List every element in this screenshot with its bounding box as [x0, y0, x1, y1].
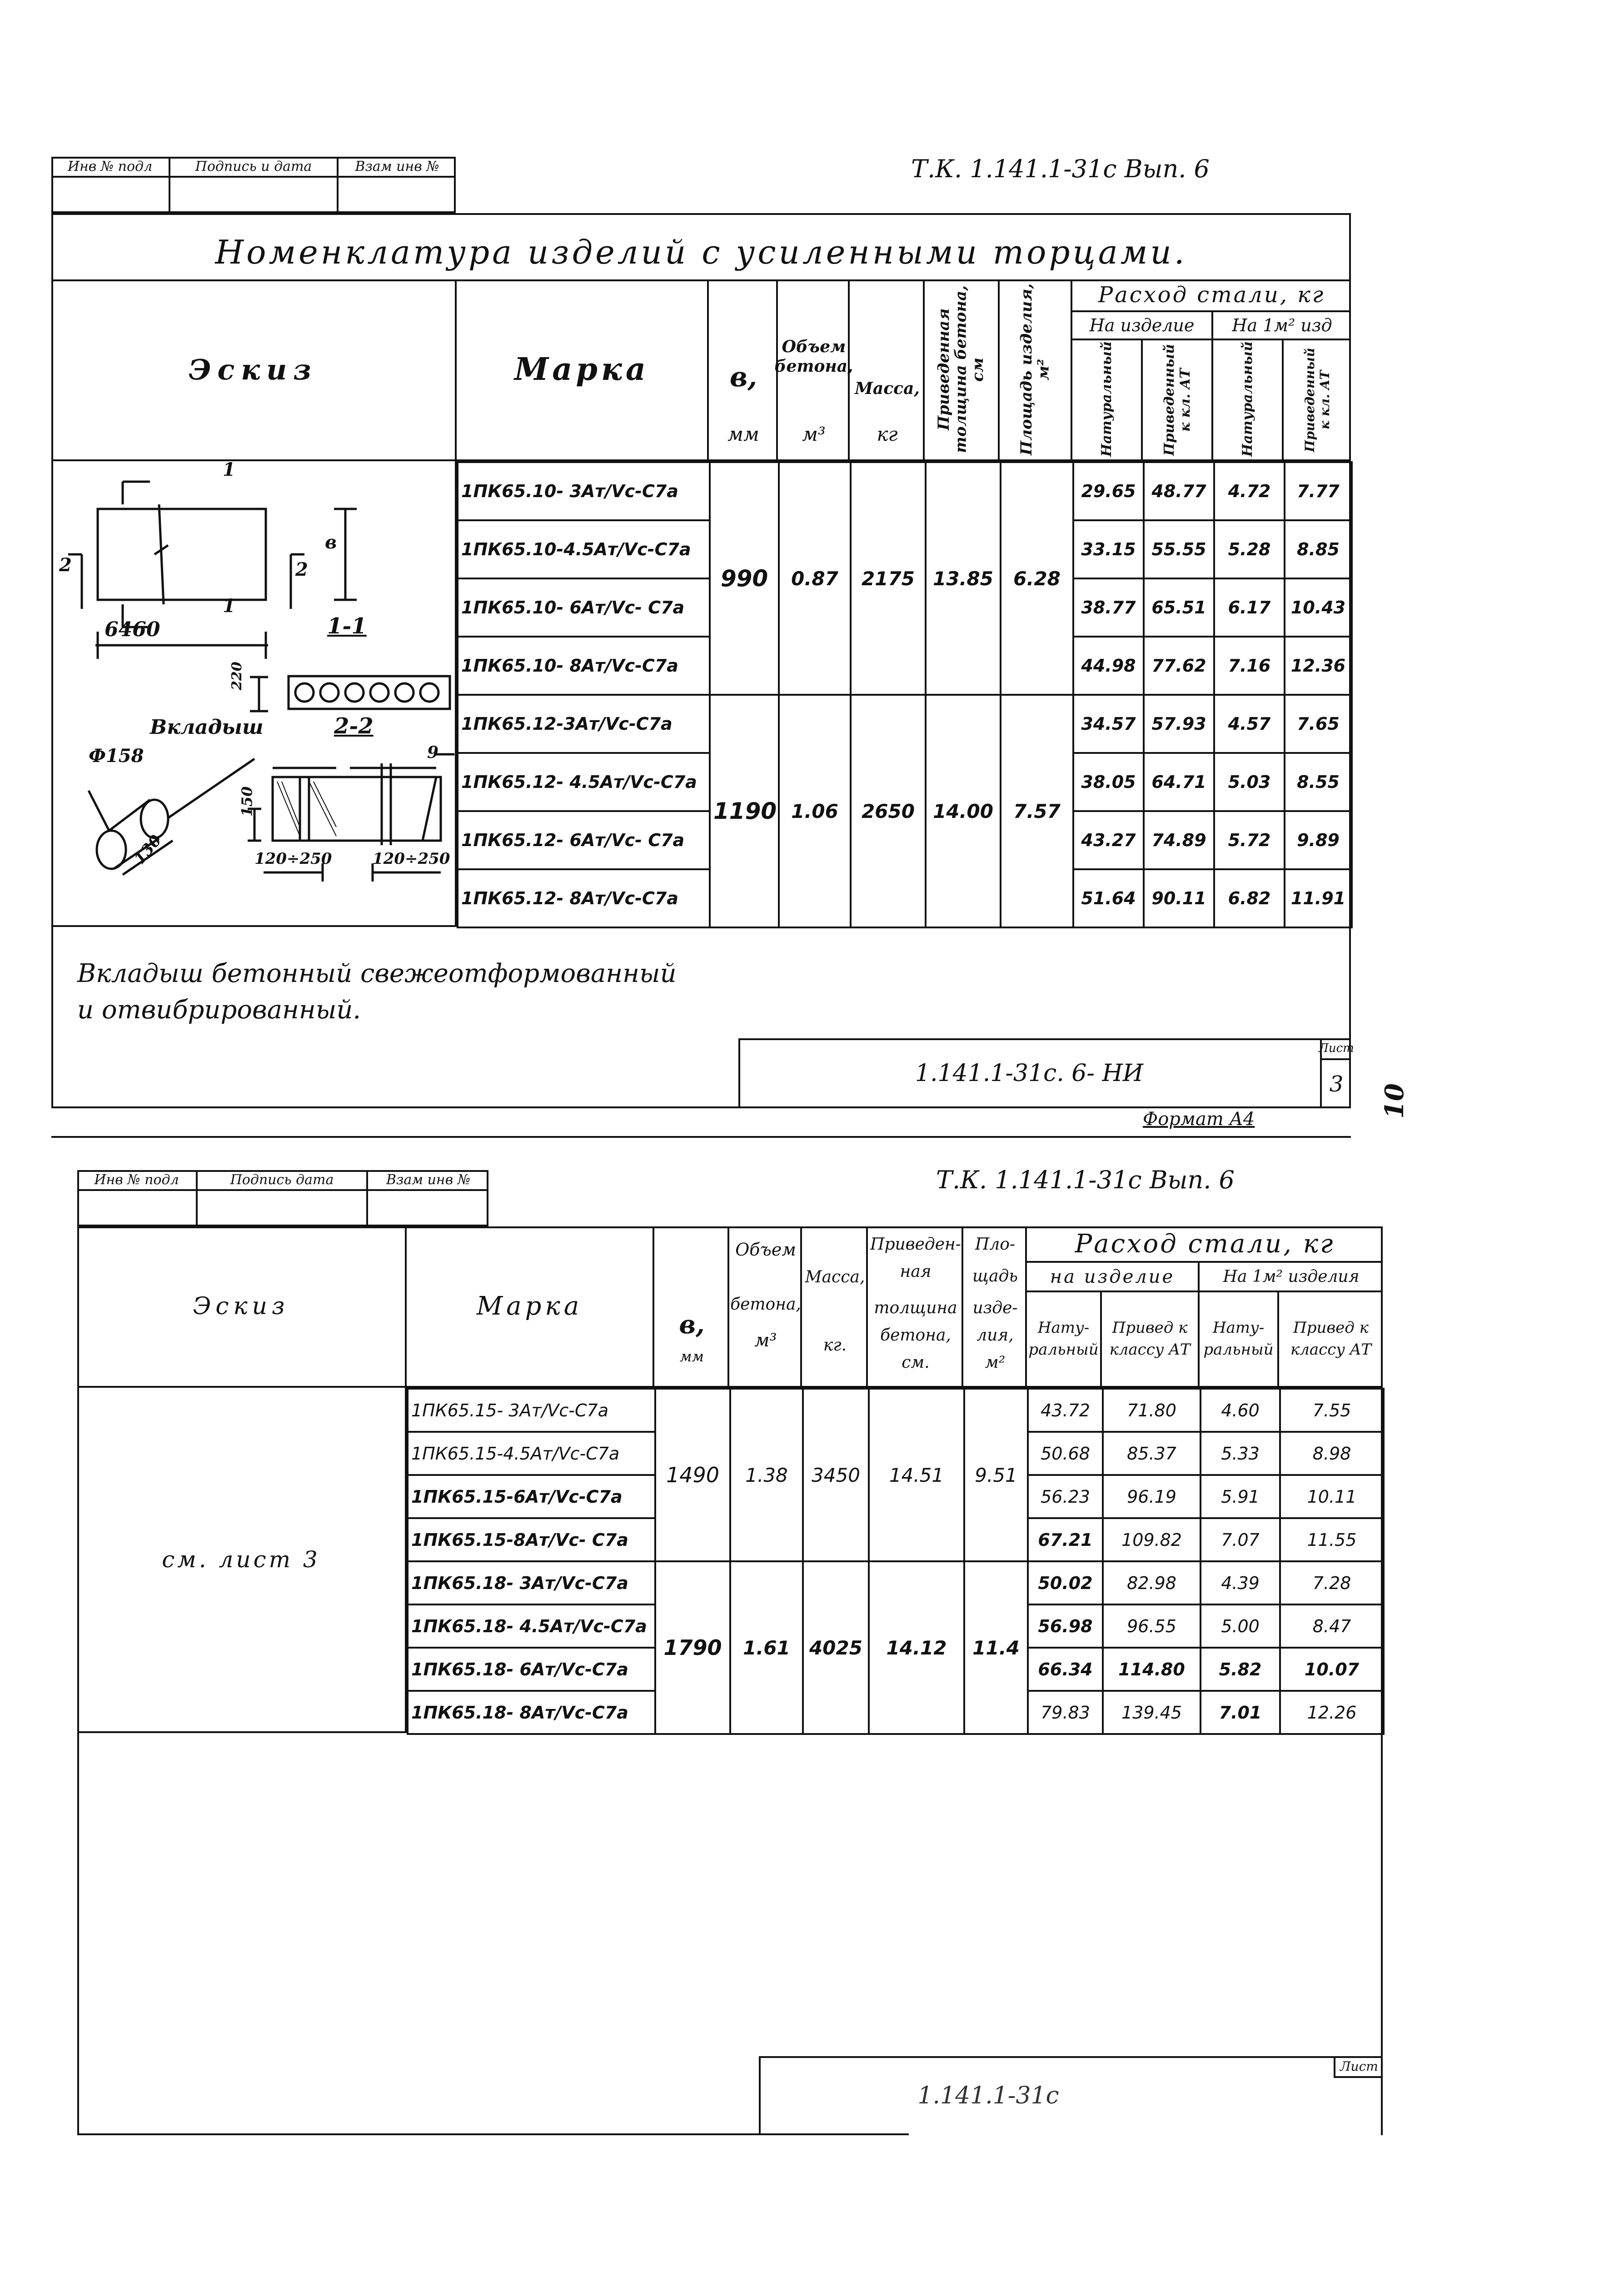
data-table-1: [457, 461, 1353, 928]
table-row: [408, 1561, 1384, 1604]
mark-cell: 1ПК65.15-8Ат/Vс- С7а: [408, 1518, 655, 1561]
r1-cell: 96.55: [1103, 1604, 1201, 1648]
cut-line: [51, 1136, 1351, 1138]
n1-cell: 66.34: [1028, 1648, 1103, 1691]
col-b-label-1: в,: [729, 361, 757, 393]
n2-cell: 4.72: [1214, 462, 1285, 520]
col-sketch-1: Эскиз: [51, 279, 457, 461]
col-mass-label-1: Масса,: [855, 379, 920, 398]
n1-cell: 44.98: [1073, 637, 1144, 695]
r1-cell: 71.80: [1103, 1389, 1201, 1432]
r1-cell: 55.55: [1144, 520, 1214, 578]
n2-cell: 5.33: [1201, 1432, 1280, 1475]
stamp-inv: Инв № подл: [51, 157, 170, 178]
n2-cell: 5.28: [1214, 520, 1285, 578]
stamp-repl: Взам инв №: [339, 157, 456, 178]
stamp-divider: [170, 178, 339, 213]
mark-cell: 1ПК65.18- 6Ат/Vс-С7а: [408, 1648, 655, 1691]
n2-cell: 7.07: [1201, 1518, 1280, 1561]
r1-cell: 90.11: [1144, 869, 1214, 927]
b-cell: 1190: [710, 695, 779, 927]
area-cell: 9.51: [964, 1389, 1028, 1561]
r1-cell: 48.77: [1144, 462, 1214, 520]
col-area-l5: м²: [985, 1353, 1006, 1372]
r2-cell: 8.55: [1285, 753, 1352, 811]
b-cell: 990: [710, 462, 779, 695]
r2-cell: 7.55: [1280, 1389, 1384, 1432]
n1-cell: 50.68: [1028, 1432, 1103, 1475]
r2-cell: 8.98: [1280, 1432, 1384, 1475]
n1-cell: 56.23: [1028, 1475, 1103, 1518]
col-natural2-label-1: Натуральный: [1240, 341, 1255, 457]
col-mass-label-2: Масса,: [805, 1267, 865, 1286]
r2-cell: 7.65: [1285, 695, 1352, 753]
n1-cell: 79.83: [1028, 1691, 1103, 1734]
col-area-l2: щадь: [972, 1266, 1018, 1285]
note-line-2: и отвибрированный.: [77, 995, 361, 1025]
col-area-l3: изде-: [972, 1298, 1018, 1317]
header-code-1: Т.К. 1.141.1-31с Вып. 6: [911, 154, 1210, 183]
n2-cell: 5.00: [1201, 1604, 1280, 1648]
sketch-ref-2: см. лист 3: [77, 1388, 407, 1733]
n1-cell: 43.27: [1073, 811, 1144, 869]
col-thickness-1: [925, 279, 1000, 461]
col-per-m2-1: На 1м² изд: [1213, 312, 1351, 340]
area-cell: 11.4: [964, 1561, 1028, 1734]
area-cell: 7.57: [1001, 695, 1073, 927]
r2-cell: 7.28: [1280, 1561, 1384, 1604]
r2-cell: 11.91: [1285, 869, 1352, 927]
thickness-cell: 14.51: [869, 1389, 964, 1561]
sketch-1a: 1: [223, 459, 235, 480]
col-area-l1: Пло-: [975, 1235, 1016, 1254]
r2-cell: 10.07: [1280, 1648, 1384, 1691]
sketch-2a: 2: [59, 554, 72, 576]
n2-cell: 5.82: [1201, 1648, 1280, 1691]
n2-cell: 6.17: [1214, 578, 1285, 637]
sketch-length: 6460: [105, 618, 160, 641]
doc-code-1: 1.141.1-31с. 6- НИ: [915, 1060, 1144, 1087]
mark-cell: 1ПК65.12- 4.5Ат/Vс-С7а: [458, 753, 710, 811]
b-cell: 1790: [655, 1561, 730, 1734]
mass-cell: 2175: [851, 462, 926, 695]
r1-cell: 57.93: [1144, 695, 1214, 753]
stamp-divider: [198, 1191, 368, 1226]
r2-cell: 7.77: [1285, 462, 1352, 520]
side-number: 10: [1379, 1083, 1410, 1119]
mass-cell: 2650: [851, 695, 926, 927]
n2-cell: 4.57: [1214, 695, 1285, 753]
sketch-2b: 2: [295, 559, 308, 580]
b-cell: 1490: [655, 1389, 730, 1561]
mark-cell: 1ПК65.18- 8Ат/Vс-С7а: [408, 1691, 655, 1734]
sketch-130: 130: [130, 831, 165, 868]
area-cell: 6.28: [1001, 462, 1073, 695]
col-natural-1: [1072, 340, 1143, 461]
r2-cell: 12.36: [1285, 637, 1352, 695]
col-reduced2-1: [1284, 340, 1351, 461]
col-mark-1: Марка: [457, 279, 709, 461]
col-b-unit-2: мм: [679, 1348, 704, 1365]
thickness-cell: 13.85: [926, 462, 1001, 695]
col-thickness-l1: Приведен-: [870, 1235, 961, 1254]
r2-cell: 8.47: [1280, 1604, 1384, 1648]
volume-cell: 1.61: [730, 1561, 803, 1734]
col-reduced-1: [1143, 340, 1213, 461]
sheet-label-2: Лист: [1334, 2056, 1383, 2078]
sketch-120a: 120÷250: [254, 850, 332, 868]
mark-cell: 1ПК65.18- 3Ат/Vс-С7а: [408, 1561, 655, 1604]
n2-cell: 5.03: [1214, 753, 1285, 811]
mark-cell: 1ПК65.15-6Ат/Vс-С7а: [408, 1475, 655, 1518]
data-table-2: [407, 1388, 1385, 1735]
r1-cell: 74.89: [1144, 811, 1214, 869]
col-volume-top-2: Объем: [735, 1240, 796, 1260]
col-b-label-2: в,: [679, 1310, 705, 1340]
col-volume-unit-2: м³: [754, 1330, 777, 1351]
n1-cell: 34.57: [1073, 695, 1144, 753]
col-steel-1: Расход стали, кг: [1072, 279, 1351, 312]
stamp-divider: [77, 1191, 198, 1226]
n1-cell: 51.64: [1073, 869, 1144, 927]
n2-cell: 5.72: [1214, 811, 1285, 869]
col-area-1: [1000, 279, 1072, 461]
n2-cell: 7.16: [1214, 637, 1285, 695]
col-mass-unit-2: кг.: [823, 1335, 847, 1355]
col-reduced-2: Привед к классу AТ: [1102, 1292, 1200, 1388]
stamp-sign: Подпись и дата: [170, 157, 339, 178]
col-area-label-1: Площадь изделия, м²: [1017, 283, 1052, 456]
n1-cell: 38.77: [1073, 578, 1144, 637]
volume-cell: 1.06: [779, 695, 851, 927]
r1-cell: 114.80: [1103, 1648, 1201, 1691]
volume-cell: 1.38: [730, 1389, 803, 1561]
mark-cell: 1ПК65.18- 4.5Ат/Vс-С7а: [408, 1604, 655, 1648]
col-natural-2: Нату-ральный: [1027, 1292, 1102, 1388]
col-per-m2-2: На 1м² изделия: [1200, 1263, 1383, 1292]
n1-cell: 29.65: [1073, 462, 1144, 520]
r1-cell: 65.51: [1144, 578, 1214, 637]
sketch-dia: Ф158: [89, 745, 144, 767]
r1-cell: 96.19: [1103, 1475, 1201, 1518]
stamp-divider: [51, 178, 170, 213]
slab-plan: [98, 509, 266, 600]
mark-cell: 1ПК65.10- 8Ат/Vс-С7а: [458, 637, 710, 695]
col-thickness-l3: толщина: [874, 1298, 957, 1317]
r2-cell: 9.89: [1285, 811, 1352, 869]
col-per-item-2: на изделие: [1027, 1263, 1200, 1292]
col-reduced2-2: Привед к классу AТ: [1279, 1292, 1383, 1388]
mark-cell: 1ПК65.10-4.5Ат/Vс-С7а: [458, 520, 710, 578]
n2-cell: 7.01: [1201, 1691, 1280, 1734]
stamp-inv-2: Инв № подл: [77, 1170, 198, 1191]
r1-cell: 77.62: [1144, 637, 1214, 695]
col-b-unit-1: мм: [727, 423, 759, 445]
col-thickness-l5: см.: [902, 1353, 930, 1372]
r1-cell: 64.71: [1144, 753, 1214, 811]
thickness-cell: 14.12: [869, 1561, 964, 1734]
col-thickness-l2: ная: [900, 1262, 932, 1281]
doc-code-2: 1.141.1-31с: [917, 2082, 1059, 2109]
mark-cell: 1ПК65.12-3Ат/Vс-С7а: [458, 695, 710, 753]
n1-cell: 50.02: [1028, 1561, 1103, 1604]
col-volume-label-2: бетона,: [730, 1295, 801, 1314]
col-steel-2: Расход стали, кг: [1027, 1226, 1383, 1263]
n1-cell: 67.21: [1028, 1518, 1103, 1561]
mark-cell: 1ПК65.12- 6Ат/Vс- С7а: [458, 811, 710, 869]
sketch-150: 150: [238, 786, 256, 817]
r1-cell: 139.45: [1103, 1691, 1201, 1734]
table-row: [408, 1389, 1384, 1432]
mark-cell: 1ПК65.12- 8Ат/Vс-С7а: [458, 869, 710, 927]
col-mass-unit-1: кг: [877, 423, 898, 445]
r2-cell: 10.11: [1280, 1475, 1384, 1518]
n2-cell: 4.39: [1201, 1561, 1280, 1604]
mass-cell: 4025: [803, 1561, 869, 1734]
col-reduced2-label-1: Приведенный к кл. AТ: [1302, 348, 1332, 452]
volume-cell: 0.87: [779, 462, 851, 695]
r1-cell: 85.37: [1103, 1432, 1201, 1475]
col-natural2-2: Нату-ральный: [1200, 1292, 1279, 1388]
col-thickness-label-1: Приведенная толщина бетона, см: [935, 285, 987, 453]
col-sketch-2: Эскиз: [77, 1226, 407, 1388]
col-volume-label-1: Объем бетона,: [774, 337, 853, 376]
r2-cell: 12.26: [1280, 1691, 1384, 1734]
sketch-120b: 120÷250: [373, 850, 450, 868]
n2-cell: 4.60: [1201, 1389, 1280, 1432]
n1-cell: 56.98: [1028, 1604, 1103, 1648]
sketch-9: 9: [427, 743, 439, 762]
mark-cell: 1ПК65.15- 3Ат/Vс-С7а: [408, 1389, 655, 1432]
col-natural-label-1: Натуральный: [1099, 341, 1115, 457]
n1-cell: 33.15: [1073, 520, 1144, 578]
r2-cell: 10.43: [1285, 578, 1352, 637]
col-reduced-label-1: Приведенный к кл. AТ: [1161, 344, 1193, 456]
r1-cell: 82.98: [1103, 1561, 1201, 1604]
col-volume-unit-1: м³: [802, 423, 826, 445]
sheet-no-1: 3: [1320, 1060, 1351, 1108]
n1-cell: 38.05: [1073, 753, 1144, 811]
sheet-label-1: Лист: [1320, 1038, 1351, 1060]
col-mark-2: Марка: [407, 1226, 654, 1388]
header-code-2: Т.К. 1.141.1-31с Вып. 6: [936, 1166, 1235, 1194]
r2-cell: 8.85: [1285, 520, 1352, 578]
sketch-b: в: [325, 532, 337, 553]
format-label-1: Формат А4: [1143, 1109, 1255, 1130]
stamp-sign-2: Подпись дата: [198, 1170, 368, 1191]
col-mass-2: [802, 1226, 868, 1388]
n1-cell: 43.72: [1028, 1389, 1103, 1432]
n2-cell: 6.82: [1214, 869, 1285, 927]
sketch-insert: Вкладыш: [150, 716, 264, 739]
table-row: [458, 695, 1352, 753]
n2-cell: 5.91: [1201, 1475, 1280, 1518]
sketch-1b: 1: [223, 595, 235, 617]
mark-cell: 1ПК65.10- 6Ат/Vс- С7а: [458, 578, 710, 637]
mark-cell: 1ПК65.10- 3Ат/Vс-С7а: [458, 462, 710, 520]
stamp-repl-2: Взам инв №: [368, 1170, 488, 1191]
col-area-l4: лия,: [976, 1325, 1014, 1345]
sketch-220: 220: [229, 662, 245, 690]
thickness-cell: 14.00: [926, 695, 1001, 927]
note-line-1: Вкладыш бетонный свежеотформованный: [77, 959, 677, 988]
sketch-section-11: 1-1: [327, 613, 367, 639]
title-1: Номенклатура изделий с усиленными торцами.: [215, 233, 1187, 271]
col-thickness-l4: бетона,: [880, 1325, 951, 1345]
col-per-item-1: На изделие: [1072, 312, 1213, 340]
r2-cell: 11.55: [1280, 1518, 1384, 1561]
mass-cell: 3450: [803, 1389, 869, 1561]
table-row: [458, 462, 1352, 520]
r1-cell: 109.82: [1103, 1518, 1201, 1561]
mark-cell: 1ПК65.15-4.5Ат/Vс-С7а: [408, 1432, 655, 1475]
col-natural2-1: [1213, 340, 1284, 461]
sketch-section-22: 2-2: [334, 713, 374, 739]
